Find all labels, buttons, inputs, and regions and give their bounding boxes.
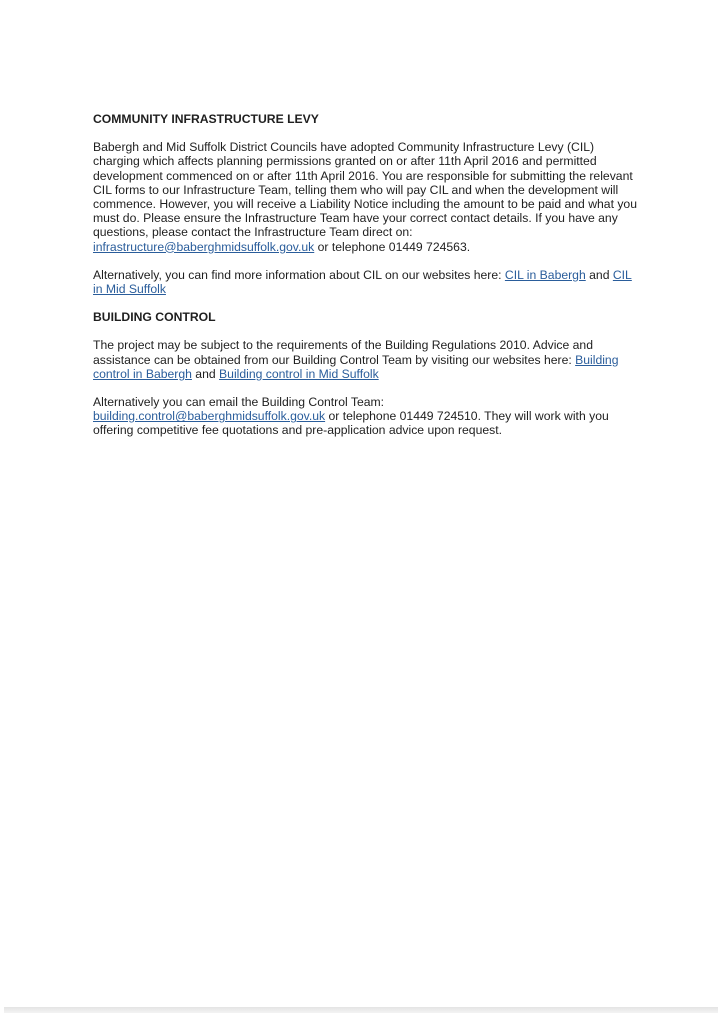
email-intro-text: Alternatively you can email the Building Control Team:	[93, 395, 385, 410]
cil-mid-suffolk-link[interactable]: CIL in Mid Suffolk	[93, 267, 632, 297]
building-control-paragraph	[93, 338, 638, 381]
cil-paragraph	[93, 140, 638, 254]
infrastructure-email-link[interactable]: infrastructure@baberghmidsuffolk.gov.uk	[93, 239, 315, 254]
building-control-email-paragraph	[93, 395, 638, 438]
building-control-mid-suffolk-link[interactable]: Building control in Mid Suffolk	[219, 366, 379, 381]
building-control-babergh-link[interactable]: Building control in Babergh	[93, 352, 619, 381]
heading-cil: COMMUNITY INFRASTRUCTURE LEVY	[93, 112, 319, 126]
cil-websites-text: Alternatively, you can find more information about CIL on our websites here:	[93, 267, 505, 282]
and-text: and	[585, 267, 613, 282]
building-regs-text: The project may be subject to the requirements of the Building Regulations 2010. Advice and assistance can be obtained from our Building Control Team by visiting our websites here:	[93, 338, 593, 367]
cil-body-text: Babergh and Mid Suffolk District Councils have adopted Community Infrastructure Levy (CIL) charging which affects planning permissions granted on or after 11th April 2016 and permitted development commenced on or after 11th April 2016. You are responsible for submitting the relevant CIL forms to our Infrastructure Team, telling them who will pay CIL and when the development will commence. However, you will receive a Liability Notice including the amount to be paid and what you must do. Please ensure the Infrastructure Team have your correct contact details. If you have any questions, please contact the Infrastructure Team direct on:	[93, 140, 637, 240]
and-text: and	[191, 366, 220, 381]
building-control-phone-text: or telephone 01449 724510. They will work with you offering competitive fee quotations and pre-application advice upon request.	[93, 409, 609, 438]
page-bottom-edge	[4, 1007, 718, 1013]
cil-phone-text: or telephone 01449 724563.	[314, 239, 471, 254]
document-page	[93, 112, 638, 438]
heading-building-control: BUILDING CONTROL	[93, 310, 216, 325]
building-control-email-link[interactable]: building.control@baberghmidsuffolk.gov.uk	[93, 409, 326, 424]
cil-babergh-link[interactable]: CIL in Babergh	[504, 267, 586, 282]
cil-websites-paragraph	[93, 268, 638, 296]
